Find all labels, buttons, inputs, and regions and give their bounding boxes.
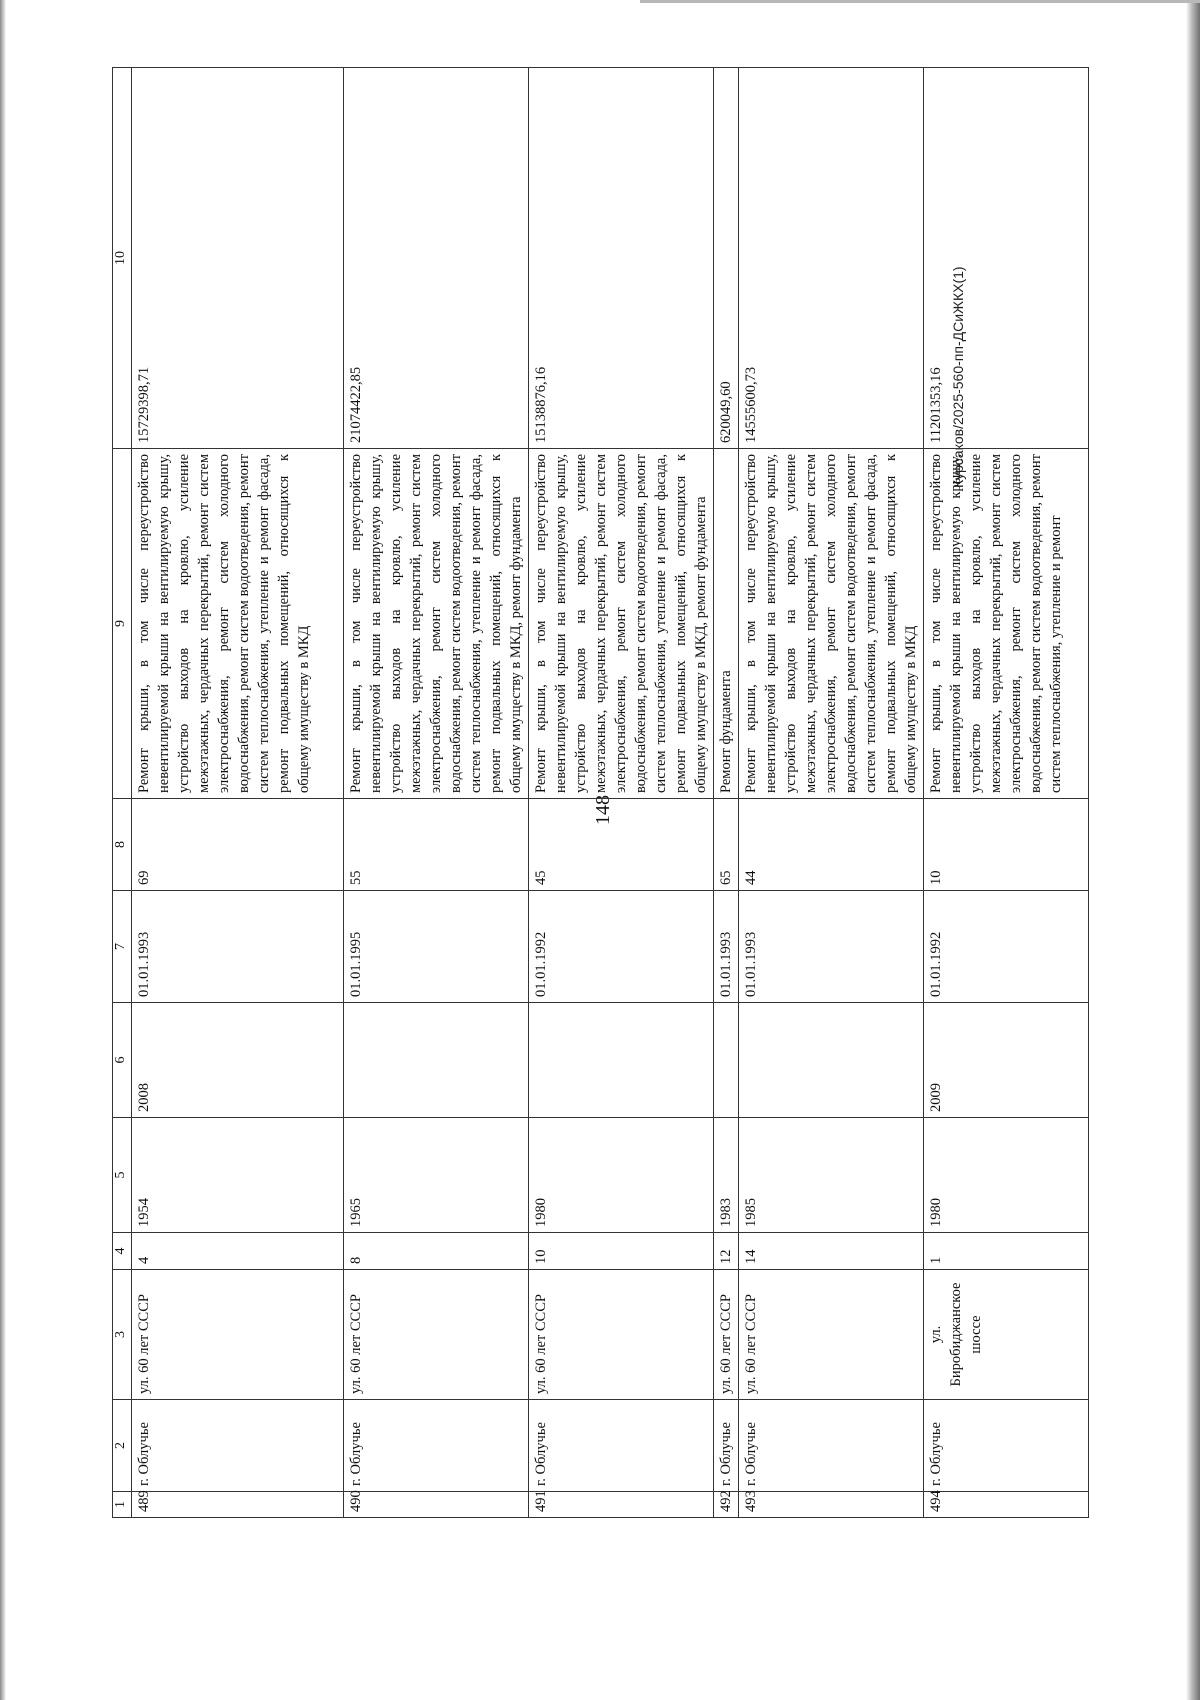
locality-cell: г. Облучье [739,1400,924,1492]
house-cell: 1 [924,1233,1089,1270]
year-repair-cell [714,1003,739,1118]
cost-cell: 15729398,71 [132,68,344,449]
works-cell: Ремонт фундамента [714,449,739,799]
year-built-cell: 1954 [132,1118,344,1233]
works-cell: Ремонт крыши, в том числе переустройство невентилируемой крыши на вентилируемую крышу, устройство выходов на кровлю, усиление межэтажных, чердачных перекрытий, ремонт систем электроснабжения, ремонт систем холодного водоснабжения, ремонт систем водоотведения, ремонт систем теплоснабжения, утепление и ремонт [924,449,1089,799]
header-cell: 7 [113,891,132,1003]
locality-cell: г. Облучье [924,1400,1089,1492]
locality-cell: г. Облучье [344,1400,529,1492]
count-cell: 44 [739,799,924,891]
table-row [529,68,714,1518]
header-cell: 1 [113,1492,132,1518]
row-number: 494 [924,1492,1089,1518]
date-cell: 01.01.1993 [132,891,344,1003]
table-row [132,68,344,1518]
count-cell: 10 [924,799,1089,891]
row-number: 493 [739,1492,924,1518]
header-cell: 3 [113,1270,132,1400]
table-container [112,68,1064,1518]
row-number: 491 [529,1492,714,1518]
house-cell: 8 [344,1233,529,1270]
house-cell: 14 [739,1233,924,1270]
cost-cell: 15138876,16 [529,68,714,449]
table-row [924,68,1089,1518]
table-row [714,68,739,1518]
street-cell: ул. 60 лет СССР [344,1270,529,1400]
date-cell: 01.01.1992 [529,891,714,1003]
date-cell: 01.01.1992 [924,891,1089,1003]
year-repair-cell: 2009 [924,1003,1089,1118]
header-cell: 9 [113,449,132,799]
scan-edge-top [640,0,1200,3]
year-built-cell: 1983 [714,1118,739,1233]
scan-edge-left [0,0,6,1700]
header-cell: 2 [113,1400,132,1492]
cost-cell: 14555600,73 [739,68,924,449]
document-code: Курсаков/2025-560-пп-ДСиЖКХ(1) [950,266,966,488]
date-cell: 01.01.1993 [714,891,739,1003]
scan-edge-right [1186,0,1200,1700]
count-cell: 69 [132,799,344,891]
house-cell: 12 [714,1233,739,1270]
row-number: 490 [344,1492,529,1518]
works-cell: Ремонт крыши, в том числе переустройство невентилируемой крыши на вентилируемую крышу, устройство выходов на кровлю, усиление межэтажных, чердачных перекрытий, ремонт систем электроснабжения, ремонт систем холодного водоснабжения, ремонт систем водоотведения, ремонт систем теплоснабжения, утепление и ремонт фасада, ремонт подвальных помещений, относящихся к общему имуществу в МКД [739,449,924,799]
year-built-cell: 1980 [924,1118,1089,1233]
registry-table [112,67,1089,1518]
year-built-cell: 1980 [529,1118,714,1233]
date-cell: 01.01.1995 [344,891,529,1003]
count-cell: 65 [714,799,739,891]
header-cell: 8 [113,799,132,891]
year-built-cell: 1985 [739,1118,924,1233]
count-cell: 45 [529,799,714,891]
date-cell: 01.01.1993 [739,891,924,1003]
cost-cell: 21074422,85 [344,68,529,449]
works-cell: Ремонт крыши, в том числе переустройство невентилируемой крыши на вентилируемую крышу, устройство выходов на кровлю, усиление межэтажных, чердачных перекрытий, ремонт систем электроснабжения, ремонт систем холодного водоснабжения, ремонт систем водоотведения, ремонт систем теплоснабжения, утепление и ремонт фасада, ремонт подвальных помещений, относящихся к общему имуществу в МКД, ремонт фундамента [529,449,714,799]
year-repair-cell [529,1003,714,1118]
table-row [344,68,529,1518]
page-number: 148 [592,795,614,825]
locality-cell: г. Облучье [714,1400,739,1492]
year-repair-cell [344,1003,529,1118]
locality-cell: г. Облучье [132,1400,344,1492]
street-cell: ул. 60 лет СССР [529,1270,714,1400]
count-cell: 55 [344,799,529,891]
works-cell: Ремонт крыши, в том числе переустройство невентилируемой крыши на вентилируемую крышу, устройство выходов на кровлю, усиление межэтажных, чердачных перекрытий, ремонт систем электроснабжения, ремонт систем холодного водоснабжения, ремонт систем водоотведения, ремонт систем теплоснабжения, утепление и ремонт фасада, ремонт подвальных помещений, относящихся к общему имуществу в МКД [132,449,344,799]
house-cell: 4 [132,1233,344,1270]
cost-cell: 620049,60 [714,68,739,449]
header-cell: 5 [113,1118,132,1233]
works-cell: Ремонт крыши, в том числе переустройство невентилируемой крыши на вентилируемую крышу, устройство выходов на кровлю, усиление межэтажных, чердачных перекрытий, ремонт систем электроснабжения, ремонт систем холодного водоснабжения, ремонт систем водоотведения, ремонт систем теплоснабжения, утепление и ремонт фасада, ремонт подвальных помещений, относящихся к общему имуществу в МКД, ремонт фундамента [344,449,529,799]
table-row [739,68,924,1518]
street-cell: ул. 60 лет СССР [739,1270,924,1400]
header-cell: 10 [113,68,132,449]
cost-cell: 11201353,16 [924,68,1089,449]
rotated-table-frame [112,68,1064,1518]
row-number: 492 [714,1492,739,1518]
year-repair-cell: 2008 [132,1003,344,1118]
row-number: 489 [132,1492,344,1518]
year-repair-cell [739,1003,924,1118]
street-cell: ул. Биробиджанское шоссе [924,1270,1089,1400]
header-row [113,68,132,1518]
locality-cell: г. Облучье [529,1400,714,1492]
street-cell: ул. 60 лет СССР [714,1270,739,1400]
header-cell: 6 [113,1003,132,1118]
year-built-cell: 1965 [344,1118,529,1233]
street-cell: ул. 60 лет СССР [132,1270,344,1400]
house-cell: 10 [529,1233,714,1270]
header-cell: 4 [113,1233,132,1270]
